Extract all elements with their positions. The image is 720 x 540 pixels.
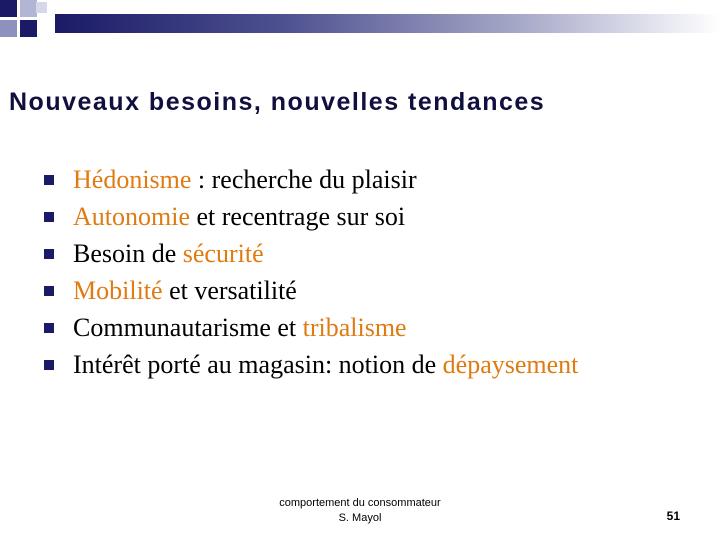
bullet-accent: Autonomie: [73, 202, 190, 231]
bullet-item: [44, 235, 578, 272]
slide-title: Nouveaux besoins, nouvelles tendances: [9, 88, 546, 116]
deco-square-dark-2: [20, 20, 37, 37]
deco-square-small: [36, 2, 47, 13]
deco-square-dark: [0, 0, 17, 17]
bullet-text: Communautarisme et: [73, 313, 303, 342]
square-bullet-icon: [44, 249, 54, 259]
bullet-text: Intérêt porté au magasin: notion de: [73, 350, 443, 379]
bullet-accent: Mobilité: [73, 276, 163, 305]
square-bullet-icon: [44, 286, 54, 296]
header-gradient-bar: [55, 14, 720, 33]
bullet-item: [44, 198, 578, 235]
square-bullet-icon: [44, 175, 54, 185]
bullet-item: [44, 346, 578, 383]
bullet-text: : recherche du plaisir: [191, 165, 417, 194]
square-bullet-icon: [44, 323, 54, 333]
bullet-list: [44, 161, 578, 383]
footer-line-1: comportement du consommateur: [279, 497, 441, 509]
deco-square-light: [20, 0, 37, 17]
deco-square-mid: [0, 20, 17, 37]
bullet-text: et recentrage sur soi: [190, 202, 406, 231]
bullet-accent: dépaysement: [442, 350, 579, 379]
bullet-item: [44, 161, 578, 198]
bullet-item: [44, 309, 578, 346]
square-bullet-icon: [44, 360, 54, 370]
bullet-text: et versatilité: [162, 276, 297, 305]
slide-footer: [240, 496, 480, 526]
bullet-item: [44, 272, 578, 309]
bullet-accent: Hédonisme: [73, 165, 192, 194]
footer-line-2: S. Mayol: [338, 512, 382, 524]
bullet-accent: sécurité: [182, 239, 264, 268]
square-bullet-icon: [44, 212, 54, 222]
page-number: 51: [666, 509, 680, 523]
bullet-text: Besoin de: [73, 239, 183, 268]
bullet-accent: tribalisme: [302, 313, 407, 342]
